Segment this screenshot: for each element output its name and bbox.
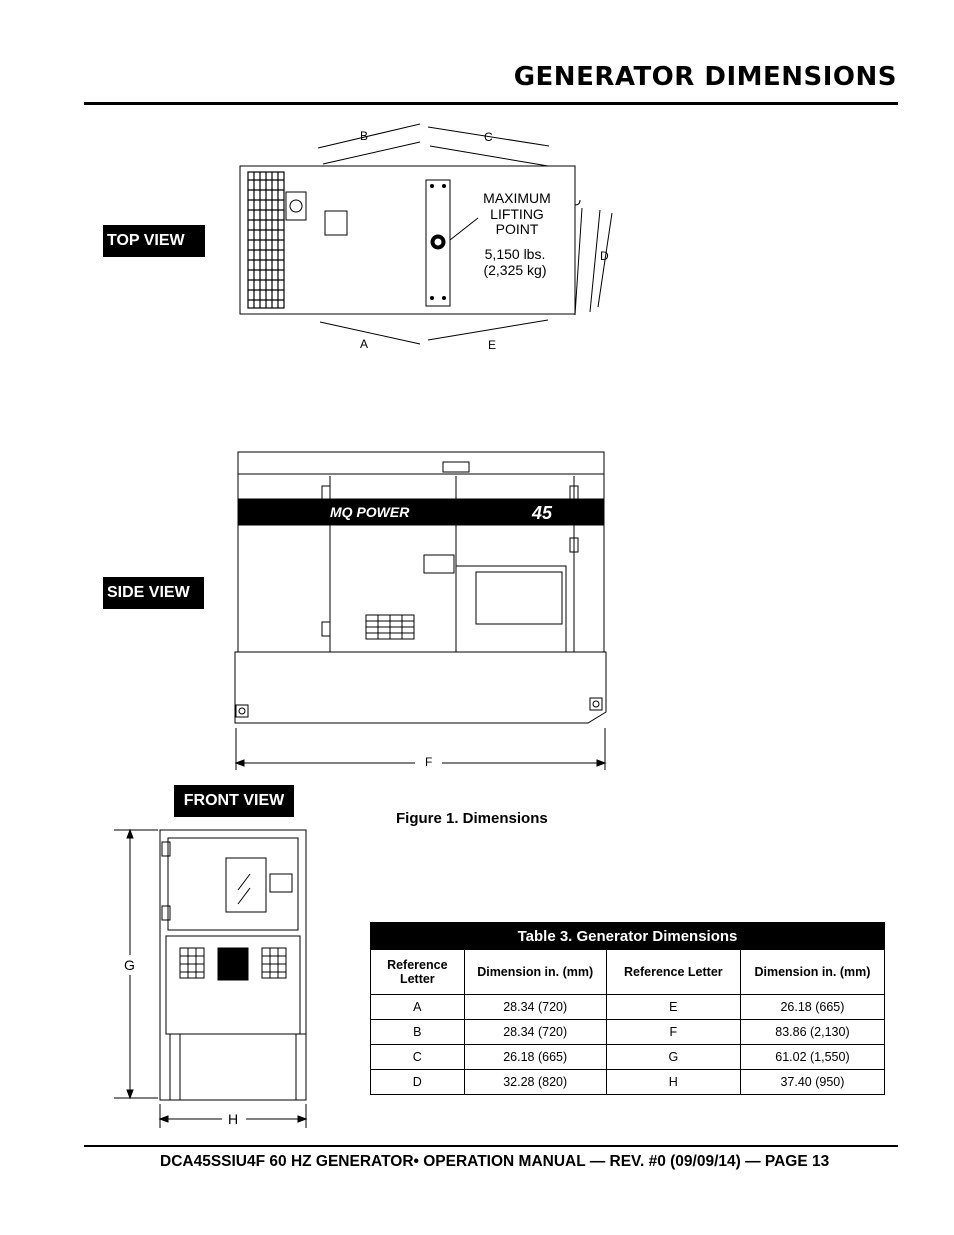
table-cell: A bbox=[371, 995, 465, 1020]
front-view-label: FRONT VIEW bbox=[174, 785, 294, 817]
top-view-drawing bbox=[240, 124, 612, 344]
dim-label-e: E bbox=[488, 338, 497, 352]
table-cell: D bbox=[371, 1070, 465, 1095]
lifting-label-line2: LIFTING bbox=[490, 206, 544, 222]
dim-label-f: F bbox=[425, 755, 433, 769]
dim-label-a: A bbox=[360, 337, 369, 351]
dim-label-g: G bbox=[124, 957, 135, 973]
table-cell: 28.34 (720) bbox=[464, 995, 606, 1020]
footer-rule bbox=[84, 1145, 898, 1147]
table-cell: G bbox=[606, 1045, 740, 1070]
side-panel-model: 45 bbox=[532, 503, 553, 523]
table-row bbox=[371, 1070, 885, 1095]
figure-caption: Figure 1. Dimensions bbox=[396, 810, 548, 827]
top-view-label: TOP VIEW bbox=[103, 225, 205, 257]
table-cell: 26.18 (665) bbox=[464, 1045, 606, 1070]
table-cell: 32.28 (820) bbox=[464, 1070, 606, 1095]
table-header-dim-1: Dimension in. (mm) bbox=[464, 950, 606, 995]
table-cell: 28.34 (720) bbox=[464, 1020, 606, 1045]
table-cell: 61.02 (1,550) bbox=[740, 1045, 884, 1070]
page-title: GENERATOR DIMENSIONS bbox=[513, 62, 897, 92]
side-panel-brand: MQ POWER bbox=[330, 504, 410, 520]
front-view-drawing bbox=[114, 830, 306, 1128]
page-footer: DCA45SSIU4F 60 HZ GENERATOR• OPERATION MANUAL — REV. #0 (09/09/14) — PAGE 13 bbox=[160, 1153, 830, 1170]
table-row bbox=[371, 1020, 885, 1045]
table-cell: H bbox=[606, 1070, 740, 1095]
table-cell: 83.86 (2,130) bbox=[740, 1020, 884, 1045]
table-row bbox=[371, 1045, 885, 1070]
lifting-weight-kg: (2,325 kg) bbox=[483, 262, 547, 278]
lifting-label-line3: POINT bbox=[495, 221, 539, 237]
table-cell: E bbox=[606, 995, 740, 1020]
dimensions-table bbox=[370, 922, 885, 1095]
table-cell: F bbox=[606, 1020, 740, 1045]
dim-label-b: B bbox=[360, 129, 369, 143]
table-row bbox=[371, 995, 885, 1020]
side-view-label: SIDE VIEW bbox=[103, 577, 204, 609]
table-cell: 26.18 (665) bbox=[740, 995, 884, 1020]
lifting-weight-lbs: 5,150 lbs. bbox=[484, 246, 546, 262]
table-cell: C bbox=[371, 1045, 465, 1070]
table-header-ref-2: Reference Letter bbox=[606, 950, 740, 995]
table-header-ref-1: Reference Letter bbox=[371, 950, 465, 995]
table-header-dim-2: Dimension in. (mm) bbox=[740, 950, 884, 995]
table-cell: B bbox=[371, 1020, 465, 1045]
table-cell: 37.40 (950) bbox=[740, 1070, 884, 1095]
table-title: Table 3. Generator Dimensions bbox=[371, 923, 885, 950]
dim-label-d: D bbox=[600, 249, 609, 263]
side-view-drawing bbox=[235, 452, 606, 770]
dim-label-c: C bbox=[484, 130, 493, 144]
dim-label-h: H bbox=[228, 1111, 239, 1127]
lifting-label-line1: MAXIMUM bbox=[483, 190, 551, 206]
